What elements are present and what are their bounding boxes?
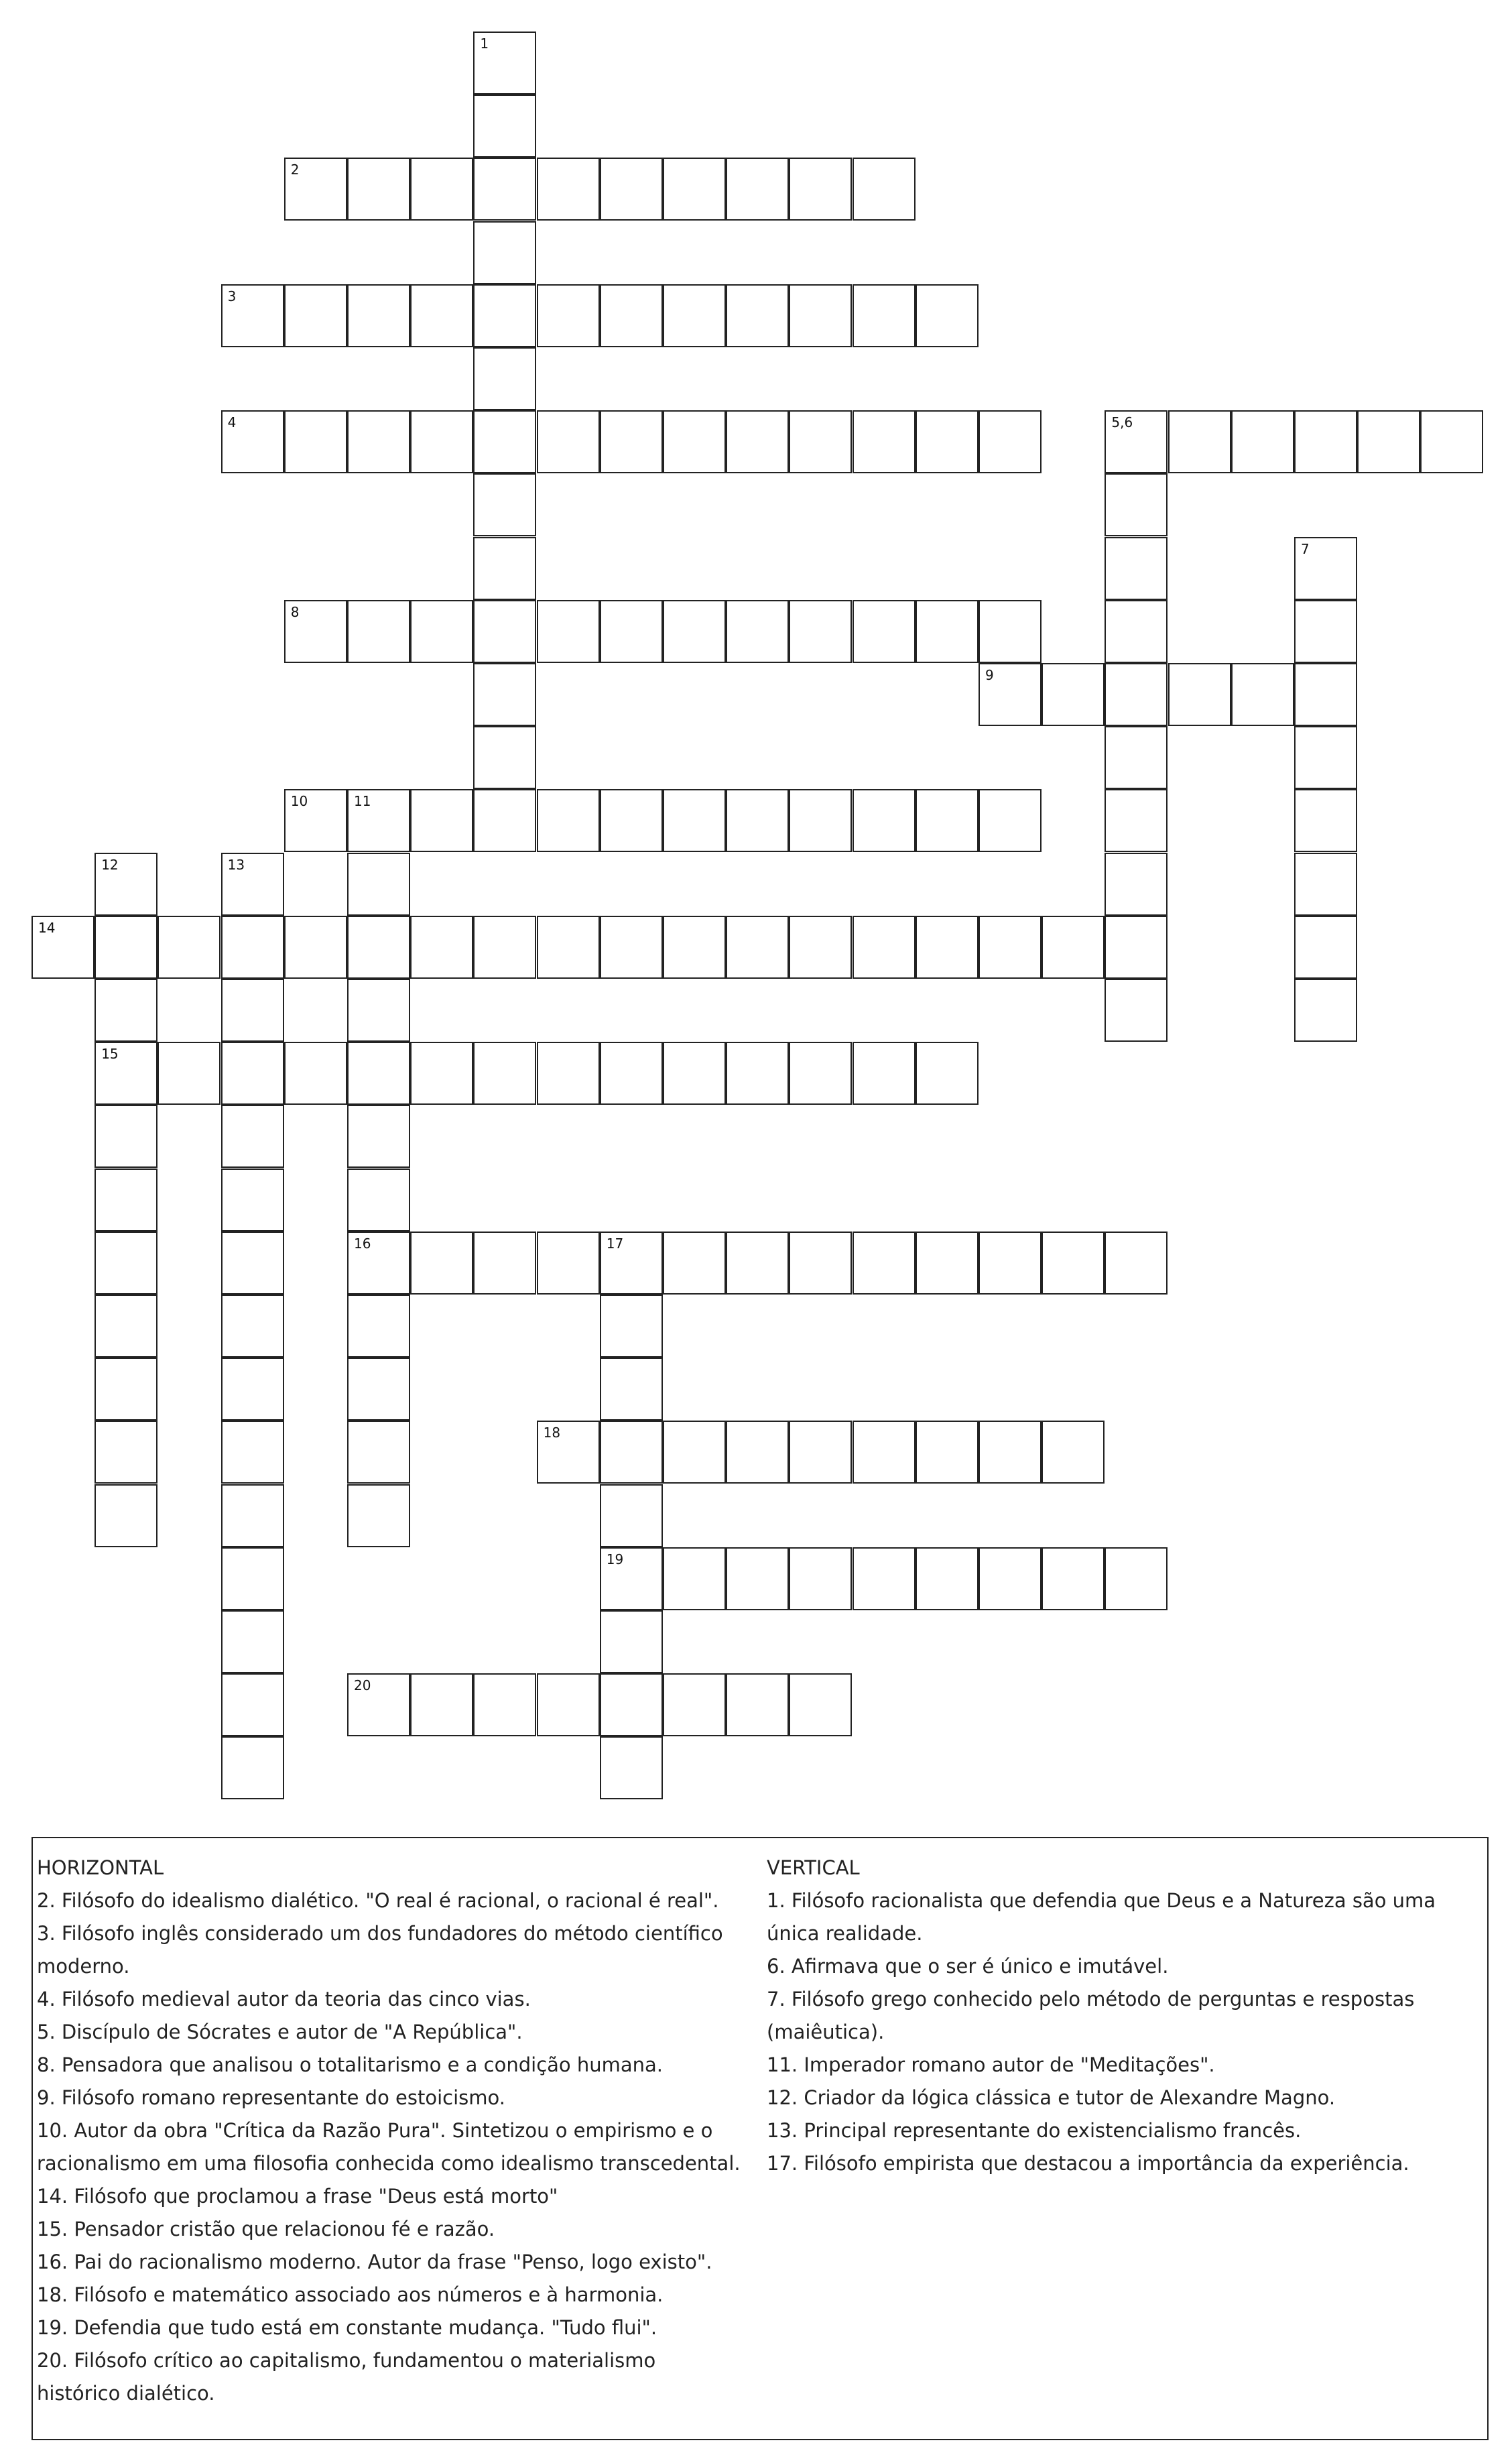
- grid-cell[interactable]: [663, 600, 726, 663]
- grid-cell[interactable]: [726, 1421, 789, 1484]
- grid-cell[interactable]: [1042, 663, 1105, 726]
- grid-cell[interactable]: [473, 1673, 536, 1736]
- clue-number: 19: [606, 1551, 624, 1567]
- grid-cell[interactable]: [600, 1358, 663, 1421]
- grid-cell[interactable]: [1105, 600, 1168, 663]
- grid-cell[interactable]: [347, 410, 410, 473]
- clue-h9: 9. Filósofo romano representante do estoicismo.: [37, 2086, 505, 2109]
- grid-cell[interactable]: [789, 1547, 852, 1610]
- grid-cell[interactable]: [221, 1673, 284, 1736]
- clue-number: 15: [101, 1046, 119, 1063]
- clue-number: 7: [1301, 540, 1310, 557]
- clue-number: 2: [290, 162, 300, 178]
- grid-cell[interactable]: [600, 1484, 663, 1547]
- grid-cell[interactable]: [600, 1736, 663, 1799]
- clue-h2: 2. Filósofo do idealismo dialético. "O real é racional, o racional é real".: [37, 1889, 719, 1912]
- grid-cell[interactable]: [537, 1421, 600, 1484]
- grid-cell[interactable]: [1231, 663, 1294, 726]
- grid-cell[interactable]: [726, 1673, 789, 1736]
- grid-cell[interactable]: [1294, 600, 1357, 663]
- clue-number: 20: [354, 1677, 371, 1694]
- grid-cell[interactable]: [473, 347, 536, 410]
- clue-number: 1: [480, 36, 489, 52]
- grid-cell[interactable]: [600, 1232, 663, 1295]
- grid-cell[interactable]: [410, 1673, 473, 1736]
- grid-cell[interactable]: [979, 789, 1042, 852]
- grid-cell[interactable]: [1357, 410, 1420, 473]
- grid-cell[interactable]: [916, 789, 979, 852]
- clue-h19: 19. Defendia que tudo está em constante mudança. "Tudo flui".: [37, 2316, 657, 2339]
- grid-cell[interactable]: [473, 1042, 536, 1105]
- grid-cell[interactable]: [347, 1673, 410, 1736]
- grid-cell[interactable]: [726, 600, 789, 663]
- grid-cell[interactable]: [789, 600, 852, 663]
- grid-cell[interactable]: [1105, 726, 1168, 789]
- grid-cell[interactable]: [916, 1042, 979, 1105]
- grid-cell[interactable]: [916, 284, 979, 347]
- clue-number: 10: [290, 793, 308, 810]
- grid-cell[interactable]: [916, 1232, 979, 1295]
- grid-cell[interactable]: [284, 789, 347, 852]
- grid-cell[interactable]: [410, 1232, 473, 1295]
- grid-cell[interactable]: [347, 1484, 410, 1547]
- grid-cell[interactable]: [537, 600, 600, 663]
- grid-cell[interactable]: [221, 410, 284, 473]
- grid-cell[interactable]: [1042, 916, 1105, 979]
- grid-cell[interactable]: [1294, 916, 1357, 979]
- grid-cell[interactable]: [284, 600, 347, 663]
- grid-cell[interactable]: [726, 410, 789, 473]
- grid-cell[interactable]: [221, 1105, 284, 1168]
- clue-number: 5,6: [1111, 414, 1133, 431]
- grid-cell[interactable]: [537, 916, 600, 979]
- grid-cell[interactable]: [789, 1042, 852, 1105]
- grid-cell[interactable]: [1231, 410, 1294, 473]
- grid-cell[interactable]: [600, 916, 663, 979]
- grid-cell[interactable]: [94, 853, 158, 916]
- grid-cell[interactable]: [410, 600, 473, 663]
- grid-cell[interactable]: [347, 853, 410, 916]
- grid-cell[interactable]: [853, 916, 916, 979]
- vertical-heading: VERTICAL: [767, 1856, 860, 1879]
- grid-cell[interactable]: [789, 1232, 852, 1295]
- grid-cell[interactable]: [1105, 1547, 1168, 1610]
- grid-cell[interactable]: [410, 158, 473, 221]
- clue-h18: 18. Filósofo e matemático associado aos números e à harmonia.: [37, 2283, 664, 2306]
- grid-cell[interactable]: [347, 158, 410, 221]
- grid-cell[interactable]: [473, 95, 536, 158]
- grid-cell[interactable]: [347, 1295, 410, 1358]
- grid-cell[interactable]: [600, 1610, 663, 1673]
- grid-cell[interactable]: [347, 600, 410, 663]
- grid-cell[interactable]: [221, 916, 284, 979]
- grid-cell[interactable]: [1105, 1232, 1168, 1295]
- horizontal-clues: [37, 1852, 741, 2410]
- grid-cell[interactable]: [94, 1168, 158, 1232]
- grid-cell[interactable]: [600, 1673, 663, 1736]
- clue-h10: 10. Autor da obra "Crítica da Razão Pura". Sintetizou o empirismo e o racionalismo em uma filosofia conhecida como idealismo transcedental.: [37, 2119, 741, 2175]
- grid-cell[interactable]: [537, 284, 600, 347]
- grid-cell[interactable]: [789, 916, 852, 979]
- grid-cell[interactable]: [537, 410, 600, 473]
- grid-cell[interactable]: [600, 789, 663, 852]
- grid-cell[interactable]: [1168, 410, 1231, 473]
- grid-cell[interactable]: [789, 1673, 852, 1736]
- grid-cell[interactable]: [726, 158, 789, 221]
- clue-h14: 14. Filósofo que proclamou a frase "Deus está morto": [37, 2185, 558, 2208]
- clue-number: 13: [227, 856, 245, 873]
- grid-cell[interactable]: [537, 158, 600, 221]
- grid-cell[interactable]: [853, 1042, 916, 1105]
- grid-cell[interactable]: [789, 284, 852, 347]
- grid-cell[interactable]: [94, 1105, 158, 1168]
- grid-cell[interactable]: [916, 600, 979, 663]
- grid-cell[interactable]: [94, 1042, 158, 1105]
- grid-cell[interactable]: [1105, 537, 1168, 600]
- grid-cell[interactable]: [663, 916, 726, 979]
- grid-cell[interactable]: [1294, 789, 1357, 852]
- grid-cell[interactable]: [663, 158, 726, 221]
- grid-cell[interactable]: [1294, 663, 1357, 726]
- grid-cell[interactable]: [916, 410, 979, 473]
- grid-cell[interactable]: [663, 789, 726, 852]
- grid-cell[interactable]: [473, 473, 536, 536]
- grid-cell[interactable]: [853, 410, 916, 473]
- grid-cell[interactable]: [916, 916, 979, 979]
- grid-cell[interactable]: [1105, 473, 1168, 536]
- grid-cell[interactable]: [473, 916, 536, 979]
- grid-cell[interactable]: [94, 1295, 158, 1358]
- grid-cell[interactable]: [726, 789, 789, 852]
- vertical-clues: [767, 1852, 1487, 2180]
- grid-cell[interactable]: [221, 1547, 284, 1610]
- grid-cell[interactable]: [853, 284, 916, 347]
- grid-cell[interactable]: [1105, 979, 1168, 1042]
- clue-h8: 8. Pensadora que analisou o totalitarismo e a condição humana.: [37, 2053, 664, 2076]
- grid-cell[interactable]: [347, 1168, 410, 1232]
- grid-cell[interactable]: [473, 158, 536, 221]
- grid-cell[interactable]: [600, 600, 663, 663]
- clue-h16: 16. Pai do racionalismo moderno. Autor da frase "Penso, logo existo".: [37, 2250, 712, 2273]
- grid-cell[interactable]: [94, 1421, 158, 1484]
- clue-v13: 13. Principal representante do existencialismo francês.: [767, 2119, 1302, 2142]
- clue-number: 4: [227, 414, 237, 431]
- grid-cell[interactable]: [94, 1232, 158, 1295]
- clue-number: 14: [38, 919, 56, 936]
- grid-cell[interactable]: [1294, 853, 1357, 916]
- grid-cell[interactable]: [473, 537, 536, 600]
- grid-cell[interactable]: [853, 789, 916, 852]
- grid-cell[interactable]: [979, 1547, 1042, 1610]
- clue-number: 11: [354, 793, 371, 810]
- grid-cell[interactable]: [473, 221, 536, 284]
- grid-cell[interactable]: [600, 410, 663, 473]
- grid-cell[interactable]: [32, 916, 94, 979]
- grid-cell[interactable]: [347, 916, 410, 979]
- grid-cell[interactable]: [347, 789, 410, 852]
- grid-cell[interactable]: [1168, 663, 1231, 726]
- grid-cell[interactable]: [916, 1421, 979, 1484]
- grid-cell[interactable]: [979, 1421, 1042, 1484]
- grid-cell[interactable]: [789, 1421, 852, 1484]
- grid-cell[interactable]: [221, 853, 284, 916]
- grid-cell[interactable]: [537, 789, 600, 852]
- clue-h3: 3. Filósofo inglês considerado um dos fundadores do método científico moderno.: [37, 1922, 723, 1978]
- grid-cell[interactable]: [537, 1042, 600, 1105]
- clue-v1: 1. Filósofo racionalista que defendia que Deus e a Natureza são uma única realidade.: [767, 1889, 1436, 1945]
- grid-cell[interactable]: [473, 789, 536, 852]
- grid-cell[interactable]: [1042, 1547, 1105, 1610]
- grid-cell[interactable]: [853, 1547, 916, 1610]
- grid-cell[interactable]: [284, 1042, 347, 1105]
- grid-cell[interactable]: [979, 916, 1042, 979]
- grid-cell[interactable]: [663, 1673, 726, 1736]
- grid-cell[interactable]: [347, 1421, 410, 1484]
- grid-cell[interactable]: [1294, 410, 1357, 473]
- grid-cell[interactable]: [726, 1547, 789, 1610]
- clue-number: 16: [354, 1235, 371, 1252]
- grid-cell[interactable]: [347, 1232, 410, 1295]
- grid-cell[interactable]: [853, 158, 916, 221]
- grid-cell[interactable]: [221, 284, 284, 347]
- grid-cell[interactable]: [94, 916, 158, 979]
- grid-cell[interactable]: [789, 158, 852, 221]
- clues-box: [32, 1837, 1489, 2440]
- grid-cell[interactable]: [473, 726, 536, 789]
- clue-h5: 5. Discípulo de Sócrates e autor de "A República".: [37, 2021, 523, 2043]
- grid-cell[interactable]: [1105, 410, 1168, 473]
- clue-v12: 12. Criador da lógica clássica e tutor de Alexandre Magno.: [767, 2086, 1336, 2109]
- grid-cell[interactable]: [600, 1295, 663, 1358]
- clue-number: 18: [543, 1425, 561, 1441]
- grid-cell[interactable]: [663, 1042, 726, 1105]
- grid-cell[interactable]: [853, 600, 916, 663]
- grid-cell[interactable]: [663, 1547, 726, 1610]
- grid-cell[interactable]: [1420, 410, 1483, 473]
- grid-cell[interactable]: [1105, 916, 1168, 979]
- grid-cell[interactable]: [221, 1358, 284, 1421]
- grid-cell[interactable]: [94, 1358, 158, 1421]
- grid-cell[interactable]: [1105, 663, 1168, 726]
- grid-cell[interactable]: [347, 979, 410, 1042]
- grid-cell[interactable]: [410, 789, 473, 852]
- grid-cell[interactable]: [789, 410, 852, 473]
- grid-cell[interactable]: [158, 1042, 220, 1105]
- clue-v7: 7. Filósofo grego conhecido pelo método de perguntas e respostas (maiêutica).: [767, 1988, 1415, 2043]
- grid-cell[interactable]: [1294, 537, 1357, 600]
- grid-cell[interactable]: [726, 284, 789, 347]
- grid-cell[interactable]: [221, 1168, 284, 1232]
- grid-cell[interactable]: [473, 32, 536, 95]
- clue-number: 9: [985, 667, 994, 683]
- grid-cell[interactable]: [600, 158, 663, 221]
- grid-cell[interactable]: [979, 410, 1042, 473]
- grid-cell[interactable]: [221, 1042, 284, 1105]
- clue-h15: 15. Pensador cristão que relacionou fé e razão.: [37, 2218, 495, 2240]
- clue-h4: 4. Filósofo medieval autor da teoria das cinco vias.: [37, 1988, 531, 2010]
- grid-cell[interactable]: [410, 410, 473, 473]
- grid-cell[interactable]: [600, 1421, 663, 1484]
- horizontal-heading: HORIZONTAL: [37, 1856, 164, 1879]
- grid-cell[interactable]: [221, 1232, 284, 1295]
- clue-number: 8: [290, 603, 300, 620]
- grid-cell[interactable]: [347, 1358, 410, 1421]
- grid-cell[interactable]: [347, 284, 410, 347]
- grid-cell[interactable]: [284, 158, 347, 221]
- clue-v6: 6. Afirmava que o ser é único e imutável.: [767, 1955, 1169, 1978]
- grid-cell[interactable]: [473, 600, 536, 663]
- grid-cell[interactable]: [221, 1295, 284, 1358]
- grid-cell[interactable]: [916, 1547, 979, 1610]
- grid-cell[interactable]: [284, 916, 347, 979]
- grid-cell[interactable]: [1042, 1421, 1105, 1484]
- grid-cell[interactable]: [853, 1421, 916, 1484]
- grid-cell[interactable]: [1294, 726, 1357, 789]
- grid-cell[interactable]: [221, 1421, 284, 1484]
- clue-h20: 20. Filósofo crítico ao capitalismo, fundamentou o materialismo histórico dialético.: [37, 2349, 656, 2405]
- grid-cell[interactable]: [158, 916, 220, 979]
- grid-cell[interactable]: [663, 410, 726, 473]
- grid-cell[interactable]: [284, 284, 347, 347]
- grid-cell[interactable]: [1105, 789, 1168, 852]
- grid-cell[interactable]: [410, 916, 473, 979]
- grid-cell[interactable]: [473, 663, 536, 726]
- clue-number: 3: [227, 288, 237, 304]
- grid-cell[interactable]: [537, 1232, 600, 1295]
- grid-cell[interactable]: [347, 1042, 410, 1105]
- grid-cell[interactable]: [726, 1232, 789, 1295]
- clue-number: 12: [101, 856, 119, 873]
- grid-cell[interactable]: [979, 663, 1042, 726]
- grid-cell[interactable]: [537, 1673, 600, 1736]
- grid-cell[interactable]: [473, 284, 536, 347]
- grid-cell[interactable]: [94, 979, 158, 1042]
- grid-cell[interactable]: [663, 284, 726, 347]
- grid-cell[interactable]: [221, 1736, 284, 1799]
- grid-cell[interactable]: [473, 410, 536, 473]
- grid-cell[interactable]: [410, 1042, 473, 1105]
- grid-cell[interactable]: [284, 410, 347, 473]
- grid-cell[interactable]: [600, 1547, 663, 1610]
- grid-cell[interactable]: [1105, 853, 1168, 916]
- grid-cell[interactable]: [473, 1232, 536, 1295]
- grid-cell[interactable]: [600, 284, 663, 347]
- grid-cell[interactable]: [600, 1042, 663, 1105]
- grid-cell[interactable]: [1294, 979, 1357, 1042]
- grid-cell[interactable]: [663, 1421, 726, 1484]
- grid-cell[interactable]: [726, 916, 789, 979]
- clue-v11: 11. Imperador romano autor de "Meditações".: [767, 2053, 1215, 2076]
- clue-number: 17: [606, 1235, 624, 1252]
- grid-cell[interactable]: [979, 1232, 1042, 1295]
- grid-cell[interactable]: [726, 1042, 789, 1105]
- grid-cell[interactable]: [979, 600, 1042, 663]
- grid-cell[interactable]: [1042, 1232, 1105, 1295]
- grid-cell[interactable]: [410, 284, 473, 347]
- grid-cell[interactable]: [94, 1484, 158, 1547]
- grid-cell[interactable]: [221, 979, 284, 1042]
- grid-cell[interactable]: [663, 1232, 726, 1295]
- clue-v17: 17. Filósofo empirista que destacou a importância da experiência.: [767, 2152, 1409, 2175]
- grid-cell[interactable]: [789, 789, 852, 852]
- grid-cell[interactable]: [347, 1105, 410, 1168]
- grid-cell[interactable]: [221, 1484, 284, 1547]
- grid-cell[interactable]: [221, 1610, 284, 1673]
- grid-cell[interactable]: [853, 1232, 916, 1295]
